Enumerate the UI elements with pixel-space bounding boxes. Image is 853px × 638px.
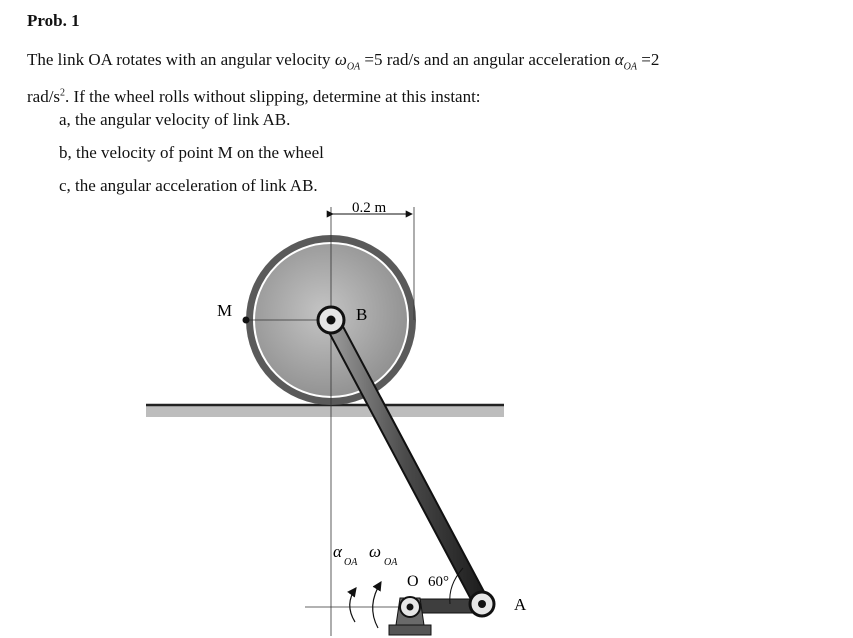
dimension-label: 0.2 m (352, 200, 387, 216)
alpha-oa-figure-sub: OA (344, 557, 358, 568)
ground (146, 405, 504, 417)
joint-b (318, 307, 344, 333)
label-o: O (407, 573, 419, 590)
angle-label: 60° (428, 574, 449, 590)
statement-text-1: The link OA rotates with an angular velocity (27, 50, 331, 69)
joint-a (470, 592, 494, 616)
rotation-arrows (350, 582, 381, 628)
dimension-radius (333, 200, 412, 216)
label-m: M (217, 301, 233, 320)
question-a: a, the angular velocity of link AB. (59, 110, 291, 129)
question-c: c, the angular acceleration of link AB. (59, 176, 318, 195)
question-b: b, the velocity of point M on the wheel (59, 143, 324, 162)
alpha-oa-value: =2 (641, 50, 660, 69)
statement-text-2: rad/s and an angular acceleration (386, 50, 611, 69)
omega-oa-figure-symbol: ω (369, 542, 382, 561)
omega-oa-figure-sub: OA (384, 557, 398, 568)
alpha-oa-figure-symbol: α (333, 542, 342, 561)
label-a: A (514, 595, 527, 614)
label-b: B (356, 305, 368, 324)
alpha-oa-symbol: $\alpha_{OA}$ (614, 50, 638, 73)
omega-oa-symbol: $\omega_{OA}$ (334, 50, 361, 73)
statement-text-3: rad/$s^2$. If the wheel rolls without slipping, determine at this instant: (27, 87, 481, 107)
point-m (243, 317, 250, 324)
omega-oa-value: =5 (364, 50, 383, 69)
problem-title: Prob. 1 (27, 11, 80, 30)
